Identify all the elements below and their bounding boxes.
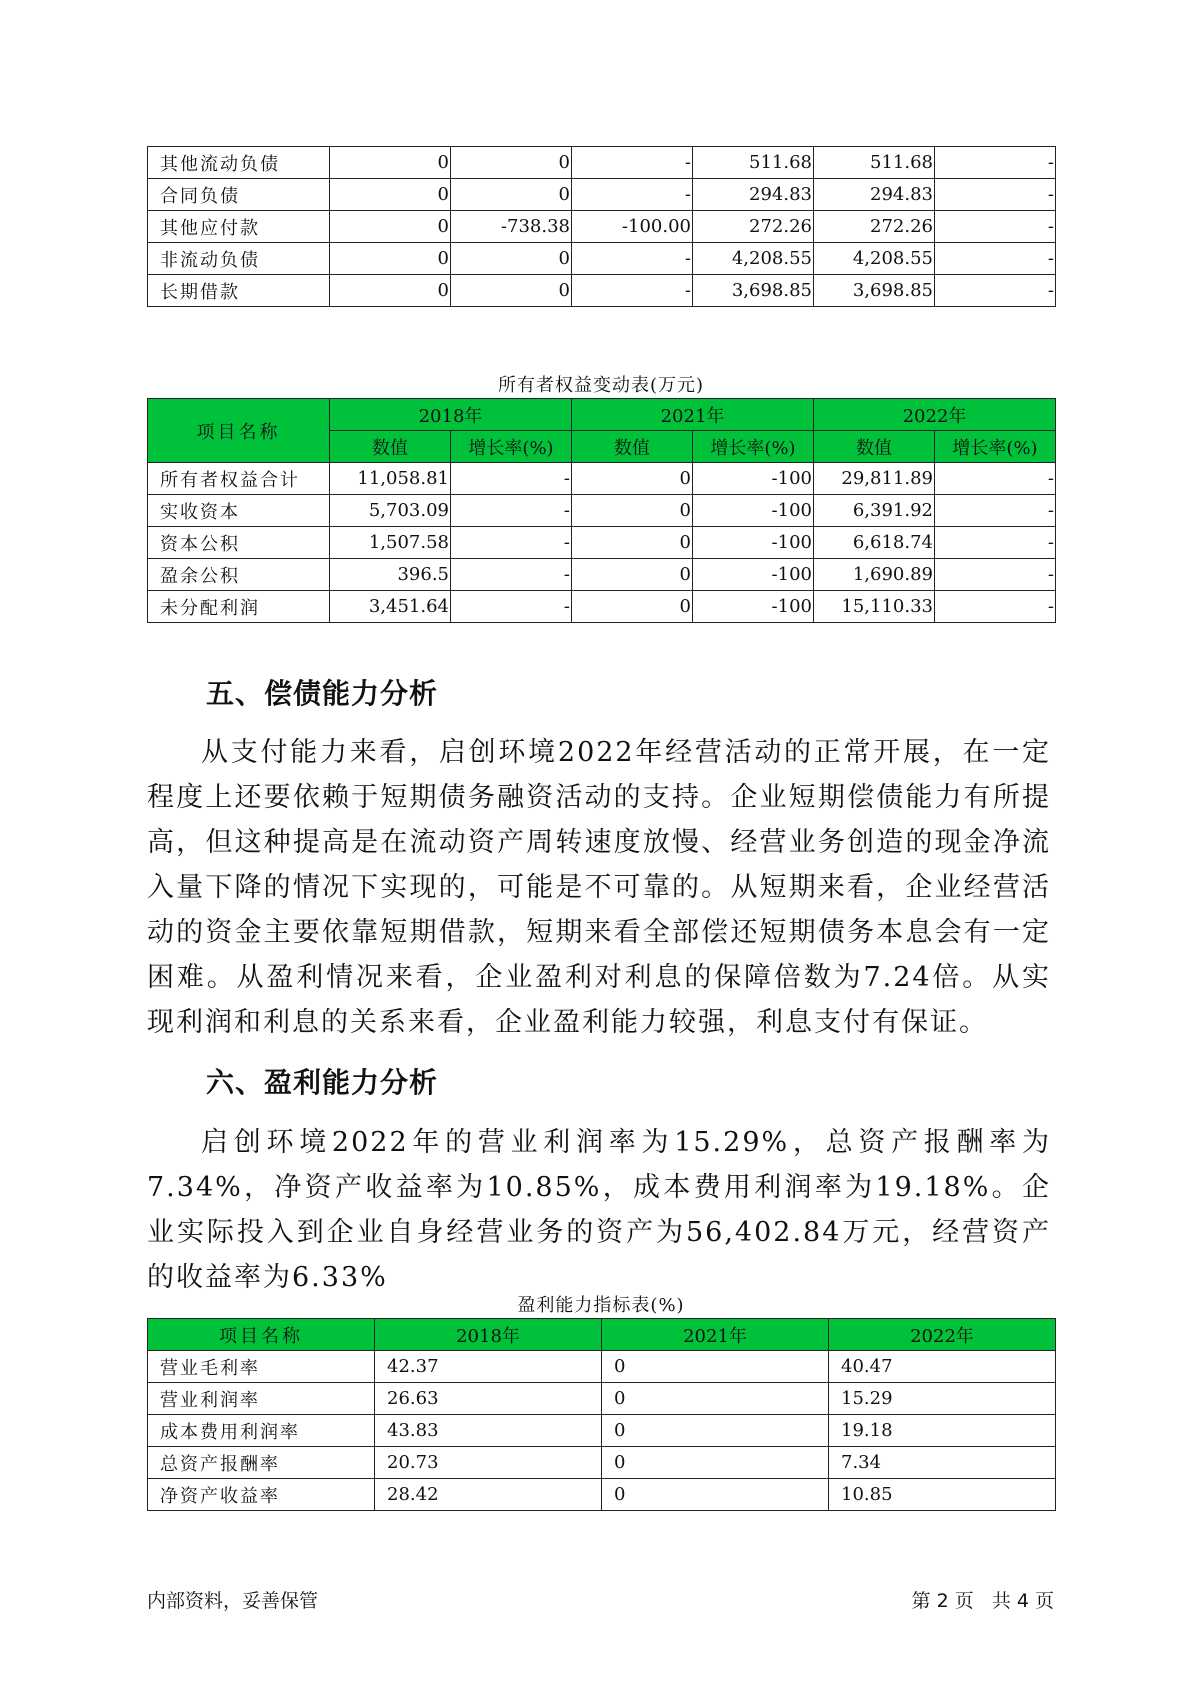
row-label: 非流动负债 (148, 243, 330, 275)
table-cell: - (451, 591, 572, 623)
table-cell: - (935, 243, 1056, 275)
row-label: 净资产收益率 (148, 1479, 375, 1511)
table-cell: 0 (602, 1447, 829, 1479)
table-cell: 10.85 (829, 1479, 1056, 1511)
table-cell: 0 (602, 1479, 829, 1511)
footer-confidential-note: 内部资料，妥善保管 (147, 1590, 319, 1612)
table-cell: -100 (693, 527, 814, 559)
table-cell: 0 (330, 211, 451, 243)
profit-header-year: 2018年 (375, 1319, 602, 1351)
table-cell: 4,208.55 (814, 243, 935, 275)
table-cell: - (572, 147, 693, 179)
equity-table-caption: 所有者权益变动表(万元) (497, 375, 705, 396)
table-row (148, 559, 1056, 591)
equity-header-year-2022: 2022年 (814, 399, 1056, 431)
table-cell: 1,507.58 (330, 527, 451, 559)
table-cell: 0 (602, 1415, 829, 1447)
row-label: 资本公积 (148, 527, 330, 559)
table-cell: -100 (693, 559, 814, 591)
table-row (148, 1447, 1056, 1479)
table-row (148, 527, 1056, 559)
equity-header-year-2018: 2018年 (330, 399, 572, 431)
row-label: 其他应付款 (148, 211, 330, 243)
table-row (148, 495, 1056, 527)
table-cell: 3,698.85 (693, 275, 814, 307)
equity-subheader-growth: 增长率(%) (693, 431, 814, 463)
table-cell: - (935, 495, 1056, 527)
profit-header-year: 2022年 (829, 1319, 1056, 1351)
table-cell: 0 (330, 275, 451, 307)
equity-subheader-growth: 增长率(%) (935, 431, 1056, 463)
equity-header-year-2021: 2021年 (572, 399, 814, 431)
table-row (148, 243, 1056, 275)
table-row (148, 1479, 1056, 1511)
equity-subheader-growth: 增长率(%) (451, 431, 572, 463)
table-row (148, 147, 1056, 179)
table-cell: 0 (451, 147, 572, 179)
table-row (148, 275, 1056, 307)
table-cell: -100 (693, 591, 814, 623)
table-row (148, 463, 1056, 495)
table-cell: 0 (330, 179, 451, 211)
table-cell: 6,391.92 (814, 495, 935, 527)
table-cell: 511.68 (693, 147, 814, 179)
table-cell: 19.18 (829, 1415, 1056, 1447)
table-cell: 0 (572, 559, 693, 591)
row-label: 盈余公积 (148, 559, 330, 591)
table-cell: 5,703.09 (330, 495, 451, 527)
table-cell: - (935, 147, 1056, 179)
table-cell: 0 (451, 243, 572, 275)
table-cell: 396.5 (330, 559, 451, 591)
row-label: 长期借款 (148, 275, 330, 307)
table-cell: 3,451.64 (330, 591, 451, 623)
row-label: 合同负债 (148, 179, 330, 211)
table-cell: - (935, 463, 1056, 495)
table-cell: 0 (572, 463, 693, 495)
table-cell: 294.83 (693, 179, 814, 211)
table-cell: - (572, 243, 693, 275)
table-cell: 40.47 (829, 1351, 1056, 1383)
row-label: 所有者权益合计 (148, 463, 330, 495)
profit-table-caption: 盈利能力指标表(%) (517, 1295, 685, 1316)
row-label: 实收资本 (148, 495, 330, 527)
table-cell: 15,110.33 (814, 591, 935, 623)
table-cell: 272.26 (814, 211, 935, 243)
table-cell: 6,618.74 (814, 527, 935, 559)
table-row (148, 1415, 1056, 1447)
table-cell: -738.38 (451, 211, 572, 243)
table-cell: 26.63 (375, 1383, 602, 1415)
table-cell: 43.83 (375, 1415, 602, 1447)
table-cell: 7.34 (829, 1447, 1056, 1479)
table-cell: 0 (602, 1383, 829, 1415)
table-cell: -100 (693, 495, 814, 527)
table-cell: 11,058.81 (330, 463, 451, 495)
liabilities-table (147, 146, 1056, 307)
row-label: 营业利润率 (148, 1383, 375, 1415)
table-cell: 0 (602, 1351, 829, 1383)
table-cell: - (935, 591, 1056, 623)
table-cell: 294.83 (814, 179, 935, 211)
table-cell: -100 (693, 463, 814, 495)
table-cell: 0 (572, 495, 693, 527)
section-body-profitability: 启创环境2022年的营业利润率为15.29%，总资产报酬率为7.34%，净资产收益率为10.85%，成本费用利润率为19.18%。企业实际投入到企业自身经营业务的资产为56,402.84万元，经营资产的收益率为6.33% (147, 1127, 1051, 1293)
row-label: 总资产报酬率 (148, 1447, 375, 1479)
table-cell: - (935, 559, 1056, 591)
table-cell: - (935, 179, 1056, 211)
table-row (148, 1383, 1056, 1415)
table-cell: - (935, 275, 1056, 307)
table-cell: 29,811.89 (814, 463, 935, 495)
equity-subheader-value: 数值 (814, 431, 935, 463)
table-cell: 0 (572, 591, 693, 623)
table-cell: 0 (451, 275, 572, 307)
equity-header-item: 项目名称 (148, 399, 330, 463)
footer-page-number: 第 2 页 共 4 页 (911, 1590, 1054, 1612)
table-cell: 272.26 (693, 211, 814, 243)
table-row (148, 591, 1056, 623)
table-cell: 28.42 (375, 1479, 602, 1511)
section-heading-solvency: 五、偿债能力分析 (206, 677, 439, 710)
row-label: 其他流动负债 (148, 147, 330, 179)
table-row (148, 179, 1056, 211)
section-heading-profitability: 六、盈利能力分析 (206, 1066, 439, 1099)
row-label: 营业毛利率 (148, 1351, 375, 1383)
profitability-table (147, 1318, 1056, 1511)
table-cell: 511.68 (814, 147, 935, 179)
table-cell: - (451, 559, 572, 591)
table-cell: 3,698.85 (814, 275, 935, 307)
table-cell: - (451, 463, 572, 495)
table-cell: 20.73 (375, 1447, 602, 1479)
table-row (148, 211, 1056, 243)
row-label: 未分配利润 (148, 591, 330, 623)
equity-table (147, 398, 1056, 623)
table-cell: 0 (451, 179, 572, 211)
table-cell: 0 (330, 243, 451, 275)
table-cell: 0 (330, 147, 451, 179)
table-cell: - (935, 211, 1056, 243)
section-body-solvency: 从支付能力来看，启创环境2022年经营活动的正常开展，在一定程度上还要依赖于短期债务融资活动的支持。企业短期偿债能力有所提高，但这种提高是在流动资产周转速度放慢、经营业务创造的现金净流入量下降的情况下实现的，可能是不可靠的。从短期来看，企业经营活动的资金主要依靠短期借款，短期来看全部偿还短期债务本息会有一定困难。从盈利情况来看，企业盈利对利息的保障倍数为7.24倍。从实现利润和利息的关系来看，企业盈利能力较强，利息支付有保证。 (147, 737, 1051, 1038)
table-cell: - (572, 275, 693, 307)
table-cell: 42.37 (375, 1351, 602, 1383)
table-cell: - (935, 527, 1056, 559)
table-cell: - (451, 527, 572, 559)
table-cell: - (572, 179, 693, 211)
table-cell: - (451, 495, 572, 527)
table-cell: 15.29 (829, 1383, 1056, 1415)
table-cell: -100.00 (572, 211, 693, 243)
equity-subheader-value: 数值 (330, 431, 451, 463)
table-row (148, 1351, 1056, 1383)
table-cell: 1,690.89 (814, 559, 935, 591)
profit-header-year: 2021年 (602, 1319, 829, 1351)
row-label: 成本费用利润率 (148, 1415, 375, 1447)
equity-subheader-value: 数值 (572, 431, 693, 463)
table-cell: 0 (572, 527, 693, 559)
table-cell: 4,208.55 (693, 243, 814, 275)
profit-header-item: 项目名称 (148, 1319, 375, 1351)
